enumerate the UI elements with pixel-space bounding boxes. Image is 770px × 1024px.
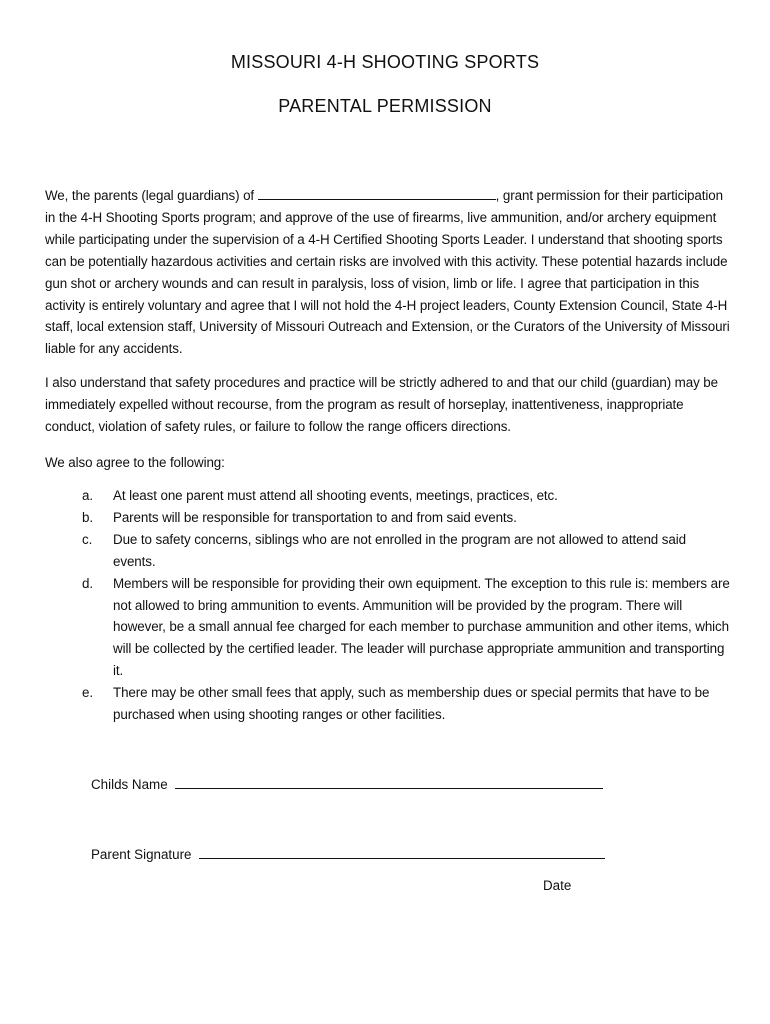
list-item-text: Parents will be responsible for transportation to and from said events. xyxy=(113,509,517,525)
list-item-text: Due to safety concerns, siblings who are not enrolled in the program are not allowed to attend said events. xyxy=(113,531,686,569)
list-item-text: At least one parent must attend all shooting events, meetings, practices, etc. xyxy=(113,488,558,503)
child-name-field[interactable] xyxy=(175,774,603,789)
agreement-list xyxy=(82,485,732,726)
list-item xyxy=(82,573,732,683)
child-name-row xyxy=(91,774,603,794)
list-item xyxy=(82,507,732,529)
parent-signature-label: Parent Signature xyxy=(91,847,192,862)
list-item-text: There may be other small fees that apply, such as membership dues or special permits that have to be purchased when using shooting ranges or other facilities. xyxy=(113,685,710,723)
document-subtitle: PARENTAL PERMISSION xyxy=(278,96,492,116)
paragraph1-body-text: , grant permission for their participation in the 4-H Shooting Sports program; and approve of the use of firearms, live ammunition, and/or archery equipment while participating under the supervision of a 4-H Certified Shooting Sports Leader. I understand that shooting sports can be potentially hazardous activities and certain risks are involved with this activity. These potential hazards include gun shot or archery wounds and can result in paralysis, loss of vision, limb or life. I agree that participation in this activity is entirely voluntary and agree that I will not hold the 4-H project leaders, County Extension Council, State 4-H staff, local extension staff, University of Missouri Outreach and Extension, or the Curators of the University of Missouri liable for any accidents. xyxy=(45,188,730,357)
paragraph1-lead-text: We, the parents (legal guardians) of xyxy=(45,188,255,203)
guardian-of-name-blank[interactable] xyxy=(258,185,496,200)
child-name-label: Childs Name xyxy=(91,777,168,792)
agreement-intro: We also agree to the following: xyxy=(45,455,225,470)
permission-paragraph xyxy=(45,185,730,360)
list-marker: e. xyxy=(82,685,93,701)
list-item xyxy=(82,485,732,507)
list-marker: b. xyxy=(82,509,93,525)
list-marker: a. xyxy=(82,488,93,503)
list-marker: d. xyxy=(82,575,93,591)
parent-signature-field[interactable] xyxy=(199,844,605,859)
list-marker: c. xyxy=(82,531,93,547)
parent-signature-row xyxy=(91,844,605,864)
list-item xyxy=(82,529,732,573)
document-title: MISSOURI 4-H SHOOTING SPORTS xyxy=(230,52,540,72)
date-label: Date xyxy=(543,878,572,893)
list-item-text: Members will be responsible for providing their own equipment. The exception to this rule is: members are not allowed to bring ammunition to events. Ammunition will be provided by the program. There will however, be a small annual fee charged for each member to purchase ammunition and other items, which will be collected by the certified leader. The leader will purchase appropriate ammunition and transporting it. xyxy=(113,575,730,679)
list-item xyxy=(82,682,732,726)
safety-paragraph: I also understand that safety procedures and practice will be strictly adhered to and that our child (guardian) may be immediately expelled without recourse, from the program as result of horseplay, inattentiveness, inappropriate conduct, violation of safety rules, or failure to follow the range officers directions. xyxy=(45,375,718,434)
